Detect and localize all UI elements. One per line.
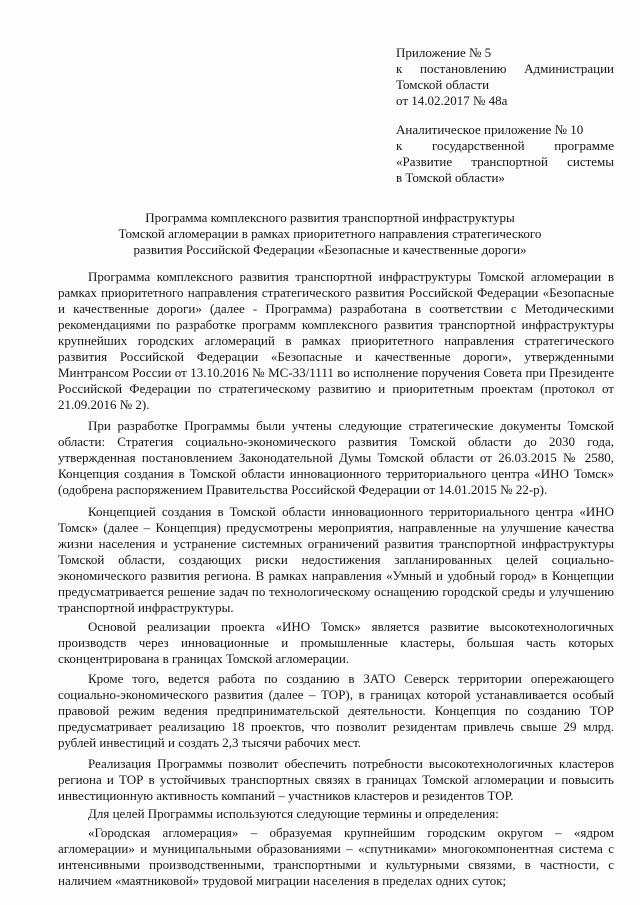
body-line: «Городская агломерация» – образуемая крупнейшим городским округом – «ядром <box>88 825 614 840</box>
annex2-line: в Томской области» <box>396 170 505 185</box>
body-line: инвестиционную активность компаний – участников кластеров и резидентов ТОР. <box>58 788 514 803</box>
annex1-line: от 14.02.2017 № 48а <box>396 93 508 108</box>
body-line: Российской Федерации по стратегическому развитию и приоритетным проектам (протокол от <box>58 381 614 396</box>
body-line: рамках приоритетного направления стратегического развития Российской Федерации «Безопасные <box>58 285 614 300</box>
body-line: Концепция создания в Томской области инновационного территориального центра «ИНО Томск» <box>58 466 614 481</box>
body-line: сконцентрирована в границах Томской агломерации. <box>58 651 350 666</box>
body-line: экономического развития региона. В рамках направления «Умный и удобный город» в Концепции <box>58 568 614 583</box>
body-line: Программа комплексного развития транспортной инфраструктуры Томской агломерации в <box>88 269 614 284</box>
body-line: Томской области, создающих риски недостижения запланированных целей социально- <box>58 552 614 567</box>
body-line: социально-экономического развития (далее – ТОР), в границах которой устанавливается особый <box>58 687 614 702</box>
body-line: рекомендациями по разработке программ комплексного развития транспортной инфраструктуры <box>58 317 614 332</box>
body-line: транспортной инфраструктуры. <box>58 600 234 615</box>
body-line: региона и ТОР в устойчивых транспортных связях в границах Томской агломерации и повысить <box>58 772 614 787</box>
body-line: агломерации» и муниципальными образованиями – «спутниками» многокомпонентная система с <box>58 841 614 856</box>
body-line: области: Стратегия социально-экономического развития Томской области до 2030 года, <box>58 434 614 449</box>
body-line: наличием «маятниковой» трудовой миграции населения в пределах одних суток; <box>58 873 507 888</box>
body-line: Реализация Программы позволит обеспечить потребности высокотехнологичных кластеров <box>88 756 614 771</box>
body-line: Концепцией создания в Томской области инновационного территориального центра «ИНО <box>88 504 614 519</box>
body-line: крупнейших городских агломераций в рамках приоритетного направления стратегического <box>58 333 614 348</box>
body-line: предусматривает реализацию 18 проектов, что позволит резидентам привлечь свыше 29 млрд. <box>58 719 614 734</box>
annex2-line: «Развитие транспортной системы <box>396 154 614 169</box>
body-line: предусматривается решение задач по технологическому оснащению городской среды и улучшению <box>58 584 614 599</box>
title-line: Томской агломерации в рамках приоритетного направления стратегического <box>118 226 542 241</box>
annex1-line: Томской области <box>396 77 490 92</box>
body-line: 21.09.2016 № 2). <box>58 397 150 412</box>
title-line: Программа комплексного развития транспортной инфраструктуры <box>145 210 515 225</box>
body-line: и качественные дороги» (далее - Программа) разработана в соответствии с Методическими <box>58 301 614 316</box>
body-line: рублей инвестиций и создать 2,3 тысячи рабочих мест. <box>58 735 362 750</box>
annex1-line: Приложение № 5 <box>396 45 492 60</box>
title-line: развития Российской Федерации «Безопасные и качественные дороги» <box>133 242 527 257</box>
body-line: Основой реализации проекта «ИНО Томск» является развитие высокотехнологичных <box>88 619 614 634</box>
body-line: интенсивными производственными, транспортными и культурными связями, в частности, с <box>58 857 614 872</box>
body-line: правовой режим ведения предпринимательской деятельности. Концепция по созданию ТОР <box>58 703 614 718</box>
body-line: жизни населения и устранение системных ограничений развития транспортной инфраструктуры <box>58 536 614 551</box>
annex1-line: к постановлению Администрации <box>396 61 614 76</box>
annex2-line: Аналитическое приложение № 10 <box>396 122 584 137</box>
body-line: развития Российской Федерации «Безопасные и качественные дороги», утвержденными <box>58 349 614 364</box>
body-line: Томск» (далее – Концепция) предусмотрены мероприятия, направленные на улучшение качества <box>58 520 614 535</box>
body-line: (одобрена распоряжением Правительства Российской Федерации от 14.01.2015 № 22-р). <box>58 482 548 497</box>
body-line: При разработке Программы были учтены следующие стратегические документы Томской <box>88 418 614 433</box>
body-line: Минтрансом России от 13.10.2016 № МС-33/1111 во исполнение поручения Совета при Президенте <box>58 365 614 380</box>
body-line: Кроме того, ведется работа по созданию в ЗАТО Северск территории опережающего <box>88 671 614 686</box>
body-line: Для целей Программы используются следующие термины и определения: <box>88 806 499 821</box>
annex2-line: к государственной программе <box>396 138 614 153</box>
body-line: производств через инновационные и промышленные кластеры, большая часть которых <box>58 635 614 650</box>
body-line: утвержденная постановлением Законодательной Думы Томской области от 26.03.2015 № 2580, <box>58 450 614 465</box>
